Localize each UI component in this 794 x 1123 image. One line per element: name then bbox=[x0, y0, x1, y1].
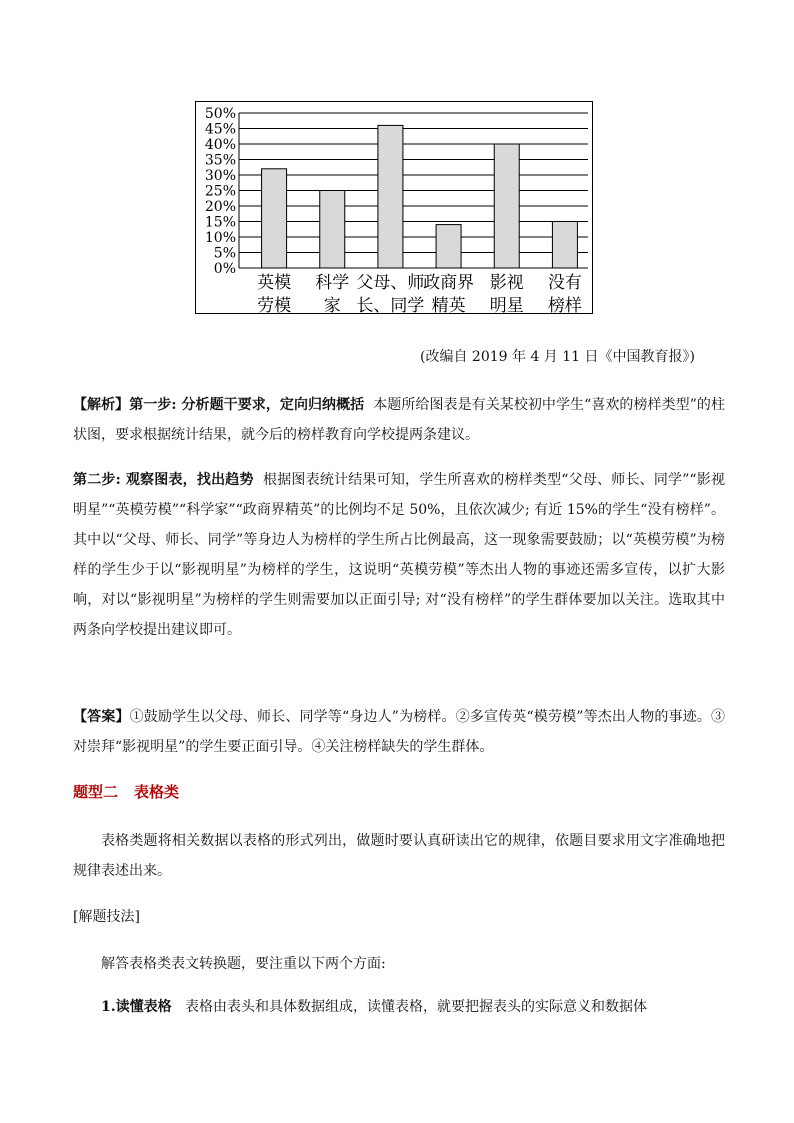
y-tick-label: 15% bbox=[204, 214, 236, 231]
x-tick-label: 没有 bbox=[547, 273, 582, 293]
y-tick-label: 35% bbox=[204, 152, 236, 169]
step2-text: 根据图表统计结果可知，学生所喜欢的榜样类型“父母、师长、同学”“影视明星”“英模劳模”“科学家”“政商界精英”的比例均不足 50%，且依次减少; 有近 15%的学生“没有榜样”。其中以“父母、师长、同学”等身边人为榜样的学生所占比例最高，这一现象需要鼓励；以“英模劳模”为榜样的学生少于以“影视明星”为榜样的学生，这说明“英模劳模”等杰出人物的事迹还需多宣传，以扩大影响，对以“影视明星”为榜样的学生则需要加以正面引导; 对“没有榜样”的学生群体要加以关注。选取其中两条向学校提出建议即可。 bbox=[73, 472, 725, 638]
chart-svg bbox=[196, 102, 592, 313]
analysis-label: 【解析】第一步: 分析题干要求，定向归纳概括 bbox=[73, 397, 365, 413]
step2-paragraph bbox=[73, 465, 725, 645]
x-tick-label: 父母、师 bbox=[356, 273, 425, 293]
x-tick-label: 影视 bbox=[489, 273, 524, 293]
x-tick-label: 劳模 bbox=[257, 296, 292, 313]
answer-label: 【答案】 bbox=[73, 709, 130, 725]
bar bbox=[262, 169, 287, 268]
answer-paragraph bbox=[73, 702, 725, 762]
bar bbox=[494, 144, 519, 268]
x-tick-label: 榜样 bbox=[547, 296, 582, 313]
bar bbox=[552, 222, 577, 269]
point1-text: 表格由表头和具体数据组成，读懂表格，就要把握表头的实际意义和数据体 bbox=[184, 999, 647, 1015]
x-tick-label: 精英 bbox=[431, 296, 466, 313]
x-tick-label: 政商界 bbox=[423, 273, 475, 293]
x-tick-label: 长、同学 bbox=[356, 296, 425, 313]
section-title: 表格类 bbox=[134, 783, 180, 801]
method-heading: [解题技法] bbox=[73, 909, 140, 925]
bar bbox=[436, 225, 461, 268]
bar bbox=[378, 125, 403, 268]
method-intro: 解答表格类表文转换题，要注重以下两个方面: bbox=[101, 956, 386, 972]
x-tick-label: 英模 bbox=[257, 273, 292, 293]
section-label: 题型二 bbox=[73, 783, 119, 801]
y-tick-label: 30% bbox=[204, 168, 236, 184]
point1-line bbox=[101, 996, 647, 1016]
x-tick-label: 科学 bbox=[315, 273, 350, 293]
source-citation: (改编自 2019 年 4 月 11 日《中国教育报》) bbox=[420, 349, 695, 365]
step2-label: 第二步: 观察图表，找出趋势 bbox=[73, 472, 254, 488]
intro-paragraph: 表格类题将相关数据以表格的形式列出，做题时要认真研读出它的规律，依题目要求用文字准确地把规律表述出来。 bbox=[73, 833, 725, 879]
answer-text: ①鼓励学生以父母、师长、同学等“身边人”为榜样。②多宣传英“模劳模”等杰出人物的事迹。③对崇拜“影视明星”的学生要正面引导。④关注榜样缺失的学生群体。 bbox=[73, 709, 726, 755]
bar bbox=[320, 191, 345, 269]
bar-chart bbox=[195, 101, 593, 314]
x-tick-label: 明星 bbox=[489, 296, 524, 313]
y-tick-label: 25% bbox=[204, 183, 236, 200]
y-tick-label: 10% bbox=[204, 230, 236, 246]
y-tick-label: 50% bbox=[204, 106, 236, 122]
y-tick-label: 40% bbox=[204, 137, 236, 153]
y-tick-label: 45% bbox=[204, 121, 236, 138]
y-tick-label: 0% bbox=[213, 261, 236, 277]
analysis-paragraph bbox=[73, 390, 725, 450]
analysis-text: 本题所给图表是有关某校初中学生“喜欢的榜样类型”的柱状图，要求根据统计结果，就今后的榜样教育向学校提两条建议。 bbox=[73, 397, 725, 443]
y-tick-label: 5% bbox=[213, 245, 236, 262]
section-heading bbox=[73, 781, 179, 802]
y-tick-label: 20% bbox=[204, 199, 236, 215]
point1-label: 1.读懂表格 bbox=[101, 999, 172, 1015]
x-tick-label: 家 bbox=[323, 296, 341, 313]
